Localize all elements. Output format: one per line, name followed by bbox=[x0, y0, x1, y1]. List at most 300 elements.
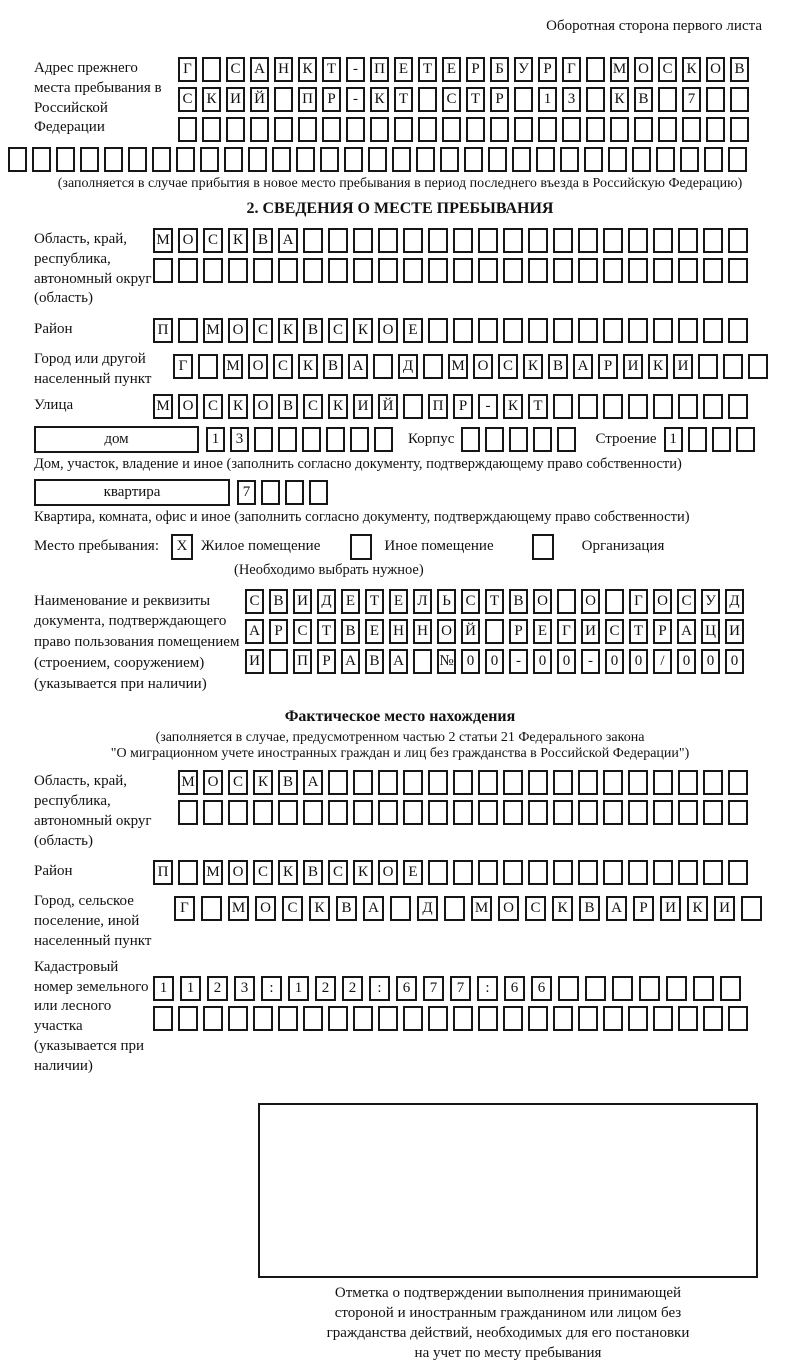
char-cell[interactable]: И bbox=[725, 619, 744, 644]
char-cell[interactable] bbox=[202, 57, 221, 82]
char-cell[interactable]: К bbox=[298, 57, 317, 82]
char-cell[interactable] bbox=[688, 427, 707, 452]
char-cell[interactable]: Д bbox=[725, 589, 744, 614]
char-cell[interactable]: В bbox=[336, 896, 357, 921]
char-cell[interactable] bbox=[416, 147, 435, 172]
char-cell[interactable]: В bbox=[323, 354, 343, 379]
char-cell[interactable] bbox=[728, 770, 748, 795]
char-cell[interactable] bbox=[453, 800, 473, 825]
char-cell[interactable]: К bbox=[682, 57, 701, 82]
char-cell[interactable]: Ь bbox=[437, 589, 456, 614]
char-cell[interactable]: 0 bbox=[533, 649, 552, 674]
char-cell[interactable] bbox=[152, 147, 171, 172]
char-cell[interactable]: О bbox=[255, 896, 276, 921]
char-cell[interactable] bbox=[453, 860, 473, 885]
char-cell[interactable]: С bbox=[328, 318, 348, 343]
char-cell[interactable]: Д bbox=[417, 896, 438, 921]
char-cell[interactable] bbox=[653, 770, 673, 795]
char-cell[interactable]: С bbox=[203, 394, 223, 419]
char-cell[interactable]: Р bbox=[653, 619, 672, 644]
char-cell[interactable]: И bbox=[660, 896, 681, 921]
char-cell[interactable] bbox=[720, 976, 741, 1001]
char-cell[interactable] bbox=[453, 258, 473, 283]
char-cell[interactable]: Т bbox=[485, 589, 504, 614]
char-cell[interactable]: - bbox=[346, 87, 365, 112]
char-cell[interactable]: Т bbox=[528, 394, 548, 419]
char-cell[interactable]: Р bbox=[453, 394, 473, 419]
char-cell[interactable] bbox=[578, 394, 598, 419]
char-cell[interactable]: Д bbox=[317, 589, 336, 614]
char-cell[interactable] bbox=[250, 117, 269, 142]
char-cell[interactable] bbox=[350, 427, 369, 452]
char-cell[interactable]: П bbox=[153, 318, 173, 343]
char-cell[interactable]: К bbox=[253, 770, 273, 795]
char-cell[interactable] bbox=[296, 147, 315, 172]
char-cell[interactable]: С bbox=[282, 896, 303, 921]
char-cell[interactable] bbox=[413, 649, 432, 674]
char-cell[interactable]: 3 bbox=[230, 427, 249, 452]
char-cell[interactable]: 0 bbox=[677, 649, 696, 674]
char-cell[interactable] bbox=[176, 147, 195, 172]
char-cell[interactable] bbox=[678, 228, 698, 253]
char-cell[interactable] bbox=[80, 147, 99, 172]
char-cell[interactable]: О bbox=[498, 896, 519, 921]
char-cell[interactable] bbox=[353, 258, 373, 283]
char-cell[interactable] bbox=[703, 228, 723, 253]
char-cell[interactable] bbox=[728, 258, 748, 283]
char-cell[interactable] bbox=[466, 117, 485, 142]
char-cell[interactable]: И bbox=[226, 87, 245, 112]
char-cell[interactable]: Е bbox=[394, 57, 413, 82]
char-cell[interactable] bbox=[528, 860, 548, 885]
char-cell[interactable]: А bbox=[606, 896, 627, 921]
char-cell[interactable] bbox=[378, 800, 398, 825]
char-cell[interactable] bbox=[628, 394, 648, 419]
char-cell[interactable]: О bbox=[473, 354, 493, 379]
char-cell[interactable]: Г bbox=[173, 354, 193, 379]
char-cell[interactable]: Г bbox=[174, 896, 195, 921]
char-cell[interactable] bbox=[201, 896, 222, 921]
char-cell[interactable]: Т bbox=[418, 57, 437, 82]
char-cell[interactable]: 0 bbox=[725, 649, 744, 674]
char-cell[interactable] bbox=[578, 318, 598, 343]
char-cell[interactable]: В bbox=[278, 394, 298, 419]
char-cell[interactable]: С bbox=[178, 87, 197, 112]
char-cell[interactable]: О bbox=[437, 619, 456, 644]
char-cell[interactable] bbox=[403, 258, 423, 283]
char-cell[interactable] bbox=[378, 770, 398, 795]
char-cell[interactable]: - bbox=[509, 649, 528, 674]
char-cell[interactable] bbox=[730, 87, 749, 112]
char-cell[interactable] bbox=[653, 394, 673, 419]
char-cell[interactable] bbox=[261, 480, 280, 505]
char-cell[interactable]: Н bbox=[389, 619, 408, 644]
char-cell[interactable]: К bbox=[228, 228, 248, 253]
char-cell[interactable] bbox=[703, 318, 723, 343]
char-cell[interactable] bbox=[328, 770, 348, 795]
char-cell[interactable]: И bbox=[245, 649, 264, 674]
char-cell[interactable] bbox=[553, 770, 573, 795]
char-cell[interactable]: 7 bbox=[423, 976, 444, 1001]
char-cell[interactable]: К bbox=[503, 394, 523, 419]
char-cell[interactable] bbox=[272, 147, 291, 172]
char-cell[interactable] bbox=[632, 147, 651, 172]
char-cell[interactable] bbox=[303, 228, 323, 253]
char-cell[interactable]: 2 bbox=[207, 976, 228, 1001]
char-cell[interactable]: Б bbox=[490, 57, 509, 82]
char-cell[interactable] bbox=[328, 800, 348, 825]
char-cell[interactable]: Т bbox=[365, 589, 384, 614]
char-cell[interactable]: С bbox=[328, 860, 348, 885]
char-cell[interactable] bbox=[603, 258, 623, 283]
char-cell[interactable]: В bbox=[278, 770, 298, 795]
char-cell[interactable]: 1 bbox=[206, 427, 225, 452]
char-cell[interactable] bbox=[503, 800, 523, 825]
char-cell[interactable]: В bbox=[365, 649, 384, 674]
char-cell[interactable] bbox=[128, 147, 147, 172]
char-cell[interactable] bbox=[728, 1006, 748, 1031]
char-cell[interactable]: Л bbox=[413, 589, 432, 614]
char-cell[interactable]: А bbox=[677, 619, 696, 644]
char-cell[interactable] bbox=[368, 147, 387, 172]
char-cell[interactable] bbox=[226, 117, 245, 142]
char-cell[interactable] bbox=[653, 228, 673, 253]
char-cell[interactable] bbox=[603, 228, 623, 253]
char-cell[interactable] bbox=[32, 147, 51, 172]
char-cell[interactable]: И bbox=[353, 394, 373, 419]
char-cell[interactable]: Р bbox=[538, 57, 557, 82]
char-cell[interactable] bbox=[586, 117, 605, 142]
char-cell[interactable] bbox=[464, 147, 483, 172]
char-cell[interactable] bbox=[578, 1006, 598, 1031]
char-cell[interactable]: А bbox=[348, 354, 368, 379]
char-cell[interactable]: 0 bbox=[461, 649, 480, 674]
char-cell[interactable] bbox=[254, 427, 273, 452]
char-cell[interactable] bbox=[639, 976, 660, 1001]
char-cell[interactable]: 6 bbox=[504, 976, 525, 1001]
char-cell[interactable]: А bbox=[341, 649, 360, 674]
char-cell[interactable]: 1 bbox=[180, 976, 201, 1001]
char-cell[interactable] bbox=[605, 589, 624, 614]
char-cell[interactable]: 7 bbox=[237, 480, 256, 505]
char-cell[interactable] bbox=[403, 1006, 423, 1031]
char-cell[interactable] bbox=[603, 860, 623, 885]
char-cell[interactable]: С bbox=[253, 318, 273, 343]
char-cell[interactable]: А bbox=[250, 57, 269, 82]
char-cell[interactable] bbox=[682, 117, 701, 142]
char-cell[interactable] bbox=[378, 1006, 398, 1031]
char-cell[interactable]: К bbox=[228, 394, 248, 419]
char-cell[interactable]: В bbox=[730, 57, 749, 82]
char-cell[interactable]: Т bbox=[322, 57, 341, 82]
char-cell[interactable]: К bbox=[610, 87, 629, 112]
char-cell[interactable]: С bbox=[203, 228, 223, 253]
char-cell[interactable] bbox=[428, 258, 448, 283]
char-cell[interactable]: А bbox=[363, 896, 384, 921]
char-cell[interactable]: М bbox=[228, 896, 249, 921]
char-cell[interactable]: Д bbox=[398, 354, 418, 379]
char-cell[interactable] bbox=[528, 228, 548, 253]
char-cell[interactable] bbox=[678, 394, 698, 419]
char-cell[interactable] bbox=[578, 770, 598, 795]
char-cell[interactable] bbox=[658, 87, 677, 112]
char-cell[interactable] bbox=[706, 87, 725, 112]
char-cell[interactable] bbox=[658, 117, 677, 142]
char-cell[interactable] bbox=[628, 770, 648, 795]
char-cell[interactable] bbox=[509, 427, 528, 452]
char-cell[interactable] bbox=[653, 800, 673, 825]
char-cell[interactable] bbox=[178, 258, 198, 283]
char-cell[interactable] bbox=[370, 117, 389, 142]
char-cell[interactable]: 1 bbox=[153, 976, 174, 1001]
char-cell[interactable] bbox=[553, 800, 573, 825]
char-cell[interactable]: № bbox=[437, 649, 456, 674]
char-cell[interactable] bbox=[322, 117, 341, 142]
char-cell[interactable]: - bbox=[346, 57, 365, 82]
char-cell[interactable]: А bbox=[573, 354, 593, 379]
char-cell[interactable]: Г bbox=[557, 619, 576, 644]
char-cell[interactable] bbox=[703, 860, 723, 885]
char-cell[interactable] bbox=[728, 800, 748, 825]
char-cell[interactable] bbox=[104, 147, 123, 172]
char-cell[interactable] bbox=[678, 258, 698, 283]
char-cell[interactable]: - bbox=[478, 394, 498, 419]
char-cell[interactable] bbox=[153, 1006, 173, 1031]
char-cell[interactable] bbox=[478, 1006, 498, 1031]
char-cell[interactable] bbox=[353, 228, 373, 253]
char-cell[interactable] bbox=[503, 258, 523, 283]
char-cell[interactable]: 3 bbox=[562, 87, 581, 112]
char-cell[interactable] bbox=[503, 770, 523, 795]
char-cell[interactable]: Г bbox=[629, 589, 648, 614]
char-cell[interactable] bbox=[353, 1006, 373, 1031]
char-cell[interactable] bbox=[178, 318, 198, 343]
char-cell[interactable]: Е bbox=[403, 860, 423, 885]
char-cell[interactable] bbox=[703, 394, 723, 419]
char-cell[interactable] bbox=[353, 800, 373, 825]
char-cell[interactable] bbox=[453, 770, 473, 795]
char-cell[interactable] bbox=[586, 57, 605, 82]
char-cell[interactable] bbox=[553, 1006, 573, 1031]
char-cell[interactable]: К bbox=[202, 87, 221, 112]
char-cell[interactable] bbox=[478, 228, 498, 253]
char-cell[interactable] bbox=[328, 228, 348, 253]
char-cell[interactable]: 0 bbox=[557, 649, 576, 674]
char-cell[interactable] bbox=[440, 147, 459, 172]
char-cell[interactable] bbox=[248, 147, 267, 172]
char-cell[interactable] bbox=[178, 860, 198, 885]
char-cell[interactable] bbox=[302, 427, 321, 452]
char-cell[interactable] bbox=[428, 1006, 448, 1031]
char-cell[interactable] bbox=[528, 1006, 548, 1031]
char-cell[interactable] bbox=[285, 480, 304, 505]
char-cell[interactable]: С bbox=[228, 770, 248, 795]
char-cell[interactable]: С bbox=[245, 589, 264, 614]
char-cell[interactable] bbox=[666, 976, 687, 1001]
char-cell[interactable] bbox=[274, 87, 293, 112]
char-cell[interactable] bbox=[423, 354, 443, 379]
char-cell[interactable] bbox=[678, 770, 698, 795]
char-cell[interactable] bbox=[703, 1006, 723, 1031]
char-cell[interactable]: К bbox=[298, 354, 318, 379]
char-cell[interactable]: Г bbox=[178, 57, 197, 82]
char-cell[interactable] bbox=[428, 770, 448, 795]
char-cell[interactable] bbox=[428, 800, 448, 825]
char-cell[interactable]: К bbox=[353, 860, 373, 885]
char-cell[interactable] bbox=[394, 117, 413, 142]
char-cell[interactable] bbox=[478, 770, 498, 795]
char-cell[interactable]: С bbox=[293, 619, 312, 644]
char-cell[interactable]: Е bbox=[341, 589, 360, 614]
char-cell[interactable] bbox=[514, 117, 533, 142]
char-cell[interactable] bbox=[328, 258, 348, 283]
char-cell[interactable] bbox=[503, 860, 523, 885]
char-cell[interactable]: В bbox=[341, 619, 360, 644]
char-cell[interactable]: М bbox=[471, 896, 492, 921]
char-cell[interactable] bbox=[528, 258, 548, 283]
char-cell[interactable] bbox=[503, 1006, 523, 1031]
char-cell[interactable]: С bbox=[677, 589, 696, 614]
char-cell[interactable] bbox=[553, 258, 573, 283]
char-cell[interactable] bbox=[730, 117, 749, 142]
char-cell[interactable]: Р bbox=[490, 87, 509, 112]
char-cell[interactable] bbox=[488, 147, 507, 172]
char-cell[interactable]: М bbox=[610, 57, 629, 82]
char-cell[interactable] bbox=[553, 394, 573, 419]
char-cell[interactable]: М bbox=[203, 318, 223, 343]
char-cell[interactable] bbox=[678, 1006, 698, 1031]
char-cell[interactable]: / bbox=[653, 649, 672, 674]
char-cell[interactable] bbox=[653, 860, 673, 885]
char-cell[interactable]: Й bbox=[461, 619, 480, 644]
char-cell[interactable]: К bbox=[687, 896, 708, 921]
char-cell[interactable] bbox=[610, 117, 629, 142]
char-cell[interactable] bbox=[528, 770, 548, 795]
char-cell[interactable]: И bbox=[581, 619, 600, 644]
char-cell[interactable] bbox=[328, 1006, 348, 1031]
char-cell[interactable] bbox=[703, 800, 723, 825]
char-cell[interactable]: : bbox=[477, 976, 498, 1001]
char-cell[interactable] bbox=[153, 258, 173, 283]
char-cell[interactable] bbox=[378, 258, 398, 283]
char-cell[interactable]: В bbox=[269, 589, 288, 614]
char-cell[interactable]: В bbox=[579, 896, 600, 921]
char-cell[interactable] bbox=[553, 860, 573, 885]
char-cell[interactable] bbox=[578, 258, 598, 283]
char-cell[interactable]: Р bbox=[269, 619, 288, 644]
char-cell[interactable] bbox=[485, 427, 504, 452]
char-cell[interactable]: М bbox=[223, 354, 243, 379]
char-cell[interactable] bbox=[373, 354, 393, 379]
char-cell[interactable]: О bbox=[178, 394, 198, 419]
char-cell[interactable]: М bbox=[448, 354, 468, 379]
char-cell[interactable] bbox=[444, 896, 465, 921]
char-cell[interactable]: М bbox=[153, 394, 173, 419]
char-cell[interactable]: К bbox=[328, 394, 348, 419]
char-cell[interactable]: О bbox=[253, 394, 273, 419]
char-cell[interactable] bbox=[461, 427, 480, 452]
char-cell[interactable] bbox=[653, 1006, 673, 1031]
char-cell[interactable]: С bbox=[605, 619, 624, 644]
char-cell[interactable]: А bbox=[303, 770, 323, 795]
char-cell[interactable] bbox=[585, 976, 606, 1001]
char-cell[interactable] bbox=[320, 147, 339, 172]
char-cell[interactable] bbox=[608, 147, 627, 172]
char-cell[interactable]: К bbox=[523, 354, 543, 379]
char-cell[interactable] bbox=[514, 87, 533, 112]
char-cell[interactable]: К bbox=[370, 87, 389, 112]
char-cell[interactable] bbox=[678, 860, 698, 885]
char-cell[interactable] bbox=[453, 228, 473, 253]
char-cell[interactable]: Е bbox=[389, 589, 408, 614]
char-cell[interactable]: Р bbox=[633, 896, 654, 921]
char-cell[interactable] bbox=[603, 800, 623, 825]
char-cell[interactable]: С bbox=[525, 896, 546, 921]
char-cell[interactable] bbox=[703, 770, 723, 795]
char-cell[interactable] bbox=[453, 318, 473, 343]
char-cell[interactable] bbox=[612, 976, 633, 1001]
char-cell[interactable] bbox=[557, 589, 576, 614]
char-cell[interactable]: О bbox=[378, 860, 398, 885]
char-cell[interactable]: Н bbox=[274, 57, 293, 82]
char-cell[interactable] bbox=[478, 318, 498, 343]
char-cell[interactable] bbox=[200, 147, 219, 172]
char-cell[interactable]: С bbox=[442, 87, 461, 112]
char-cell[interactable]: 6 bbox=[396, 976, 417, 1001]
char-cell[interactable]: П bbox=[153, 860, 173, 885]
char-cell[interactable] bbox=[748, 354, 768, 379]
char-cell[interactable] bbox=[656, 147, 675, 172]
char-cell[interactable]: А bbox=[245, 619, 264, 644]
checkbox-residential[interactable]: X bbox=[171, 534, 193, 560]
char-cell[interactable] bbox=[553, 228, 573, 253]
char-cell[interactable]: М bbox=[178, 770, 198, 795]
char-cell[interactable] bbox=[378, 228, 398, 253]
char-cell[interactable] bbox=[198, 354, 218, 379]
char-cell[interactable]: К bbox=[278, 318, 298, 343]
char-cell[interactable] bbox=[536, 147, 555, 172]
char-cell[interactable] bbox=[418, 117, 437, 142]
char-cell[interactable] bbox=[418, 87, 437, 112]
char-cell[interactable]: О bbox=[634, 57, 653, 82]
char-cell[interactable]: 7 bbox=[450, 976, 471, 1001]
char-cell[interactable] bbox=[712, 427, 731, 452]
char-cell[interactable] bbox=[203, 800, 223, 825]
char-cell[interactable] bbox=[269, 649, 288, 674]
char-cell[interactable]: К bbox=[353, 318, 373, 343]
char-cell[interactable] bbox=[698, 354, 718, 379]
checkbox-organization[interactable] bbox=[532, 534, 554, 560]
char-cell[interactable]: С bbox=[226, 57, 245, 82]
char-cell[interactable] bbox=[374, 427, 393, 452]
char-cell[interactable] bbox=[628, 258, 648, 283]
char-cell[interactable] bbox=[553, 318, 573, 343]
char-cell[interactable] bbox=[178, 1006, 198, 1031]
char-cell[interactable]: К bbox=[648, 354, 668, 379]
char-cell[interactable] bbox=[578, 860, 598, 885]
char-cell[interactable]: С bbox=[273, 354, 293, 379]
char-cell[interactable] bbox=[706, 117, 725, 142]
char-cell[interactable]: 2 bbox=[315, 976, 336, 1001]
char-cell[interactable] bbox=[453, 1006, 473, 1031]
char-cell[interactable] bbox=[478, 800, 498, 825]
char-cell[interactable] bbox=[723, 354, 743, 379]
char-cell[interactable]: О bbox=[533, 589, 552, 614]
char-cell[interactable]: Т bbox=[317, 619, 336, 644]
char-cell[interactable]: У bbox=[701, 589, 720, 614]
char-cell[interactable]: В bbox=[509, 589, 528, 614]
char-cell[interactable] bbox=[512, 147, 531, 172]
